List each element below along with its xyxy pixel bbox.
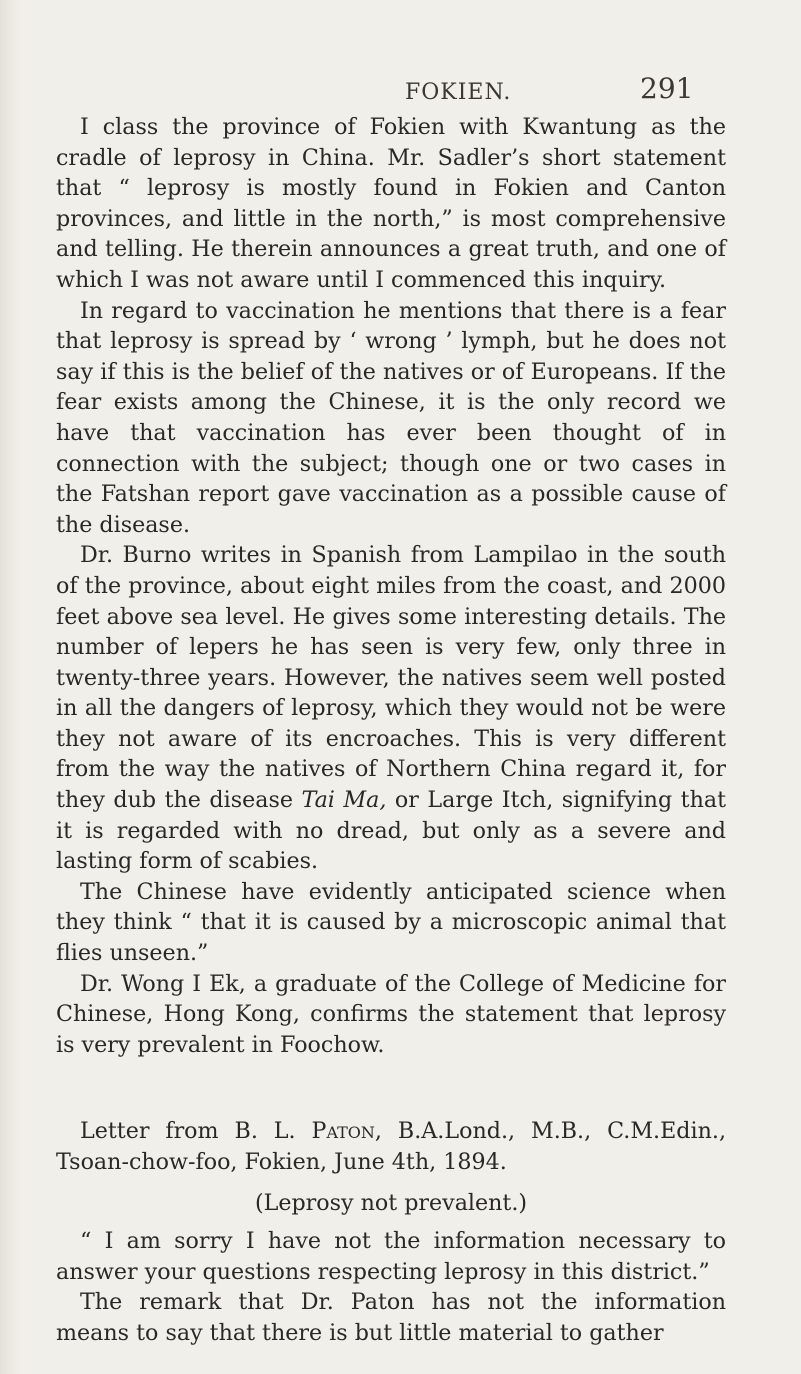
disease-name-italic: Tai Ma, — [301, 787, 387, 814]
paragraph-dr-burno-end: or Large Itch, signifying that it is regarded with no dread, but only as a severe and lasting form of scabies. — [56, 787, 727, 875]
letter-author-name: Paton, — [311, 1118, 382, 1145]
letter-note: (Leprosy not prevalent.) — [254, 1189, 528, 1216]
letter-heading-post: B.A.Lond., M.B., C.M.Edin., Tsoan-chow-foo, Fokien, June 4th, 1894. — [56, 1118, 726, 1175]
paragraph-fokien-cradle: I class the province of Fokien with Kwantung as the cradle of leprosy in China. Mr. Sadler’s short statement that “ leprosy is mostly found in Fokien and Canton provinces, and little in the north,” is most comprehensive and telling. He therein announces a great truth, and one of which I was not aware until I commenced this inquiry. — [56, 114, 726, 293]
paragraph-letter-quote: “ I am sorry I have not the information necessary to answer your questions respecting leprosy in this district.” — [56, 1228, 726, 1285]
paragraph-dr-burno — [56, 540, 726, 877]
letter-heading — [56, 1116, 726, 1177]
paragraph-remark: The remark that Dr. Paton has not the information means to say that there is but little material to gather — [56, 1289, 726, 1346]
running-title: FOKIEN. — [405, 80, 512, 105]
letter-heading-pre: Letter from B. L. — [80, 1118, 296, 1145]
section-spacer — [56, 1060, 726, 1116]
page-number: 291 — [640, 72, 694, 105]
paragraph-dr-burno-text: Dr. Burno writes in Spanish from Lampilao in the south of the province, about eight miles from the coast, and 2000 feet above sea level. He gives some interesting details. The number of lepers he has seen is very few, only three in twenty-three years. However, the natives seem well posted in all the dangers of leprosy, which they would not be were they not aware of its encroaches. This is very different from the way the natives of Northern China regard it, for they dub the disease — [56, 542, 726, 814]
page-gutter-shadow — [0, 0, 22, 1374]
body-text — [56, 112, 726, 1349]
paragraph-chinese-science: The Chinese have evidently anticipated science when they think “ that it is caused by a microscopic animal that flies unseen.” — [56, 878, 726, 967]
paragraph-vaccination: In regard to vaccination he mentions that there is a fear that leprosy is spread by ‘ wrong ’ lymph, but he does not say if this is the belief of the natives or of Europeans. If the fear exists among the Chinese, it is the only record we have that vaccination has ever been thought of in connection with the subject; though one or two cases in the Fatshan report gave vaccination as a possible cause of the disease. — [56, 297, 726, 538]
paragraph-dr-wong: Dr. Wong I Ek, a graduate of the College of Medicine for Chinese, Hong Kong, confirms the statement that leprosy is very prevalent in Foochow. — [56, 970, 726, 1058]
